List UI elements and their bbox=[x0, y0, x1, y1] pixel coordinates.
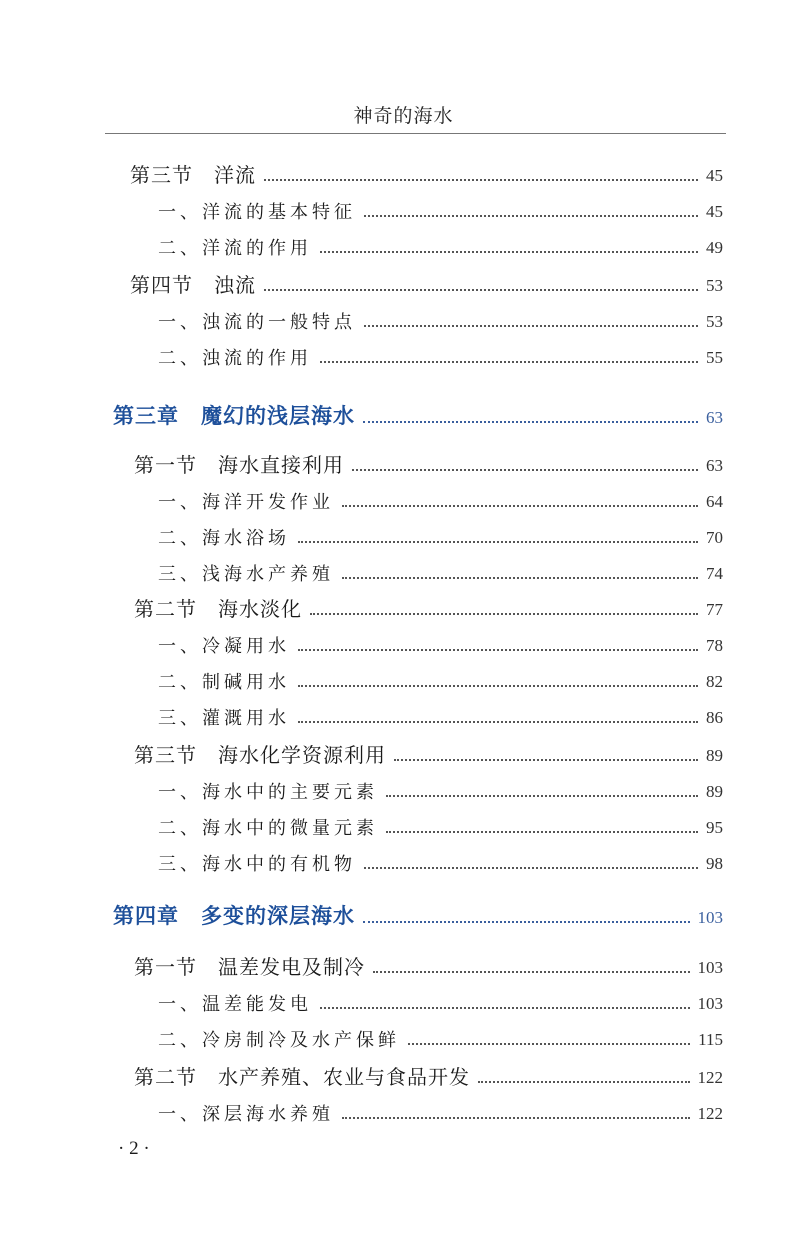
toc-entry-page-number: 55 bbox=[706, 348, 723, 367]
dot-leader bbox=[298, 649, 698, 651]
toc-entry-label: 二、海水中的微量元素 bbox=[158, 818, 378, 839]
toc-entry-item[interactable] bbox=[158, 230, 723, 260]
dot-leader bbox=[394, 759, 698, 761]
toc-entry-page-number: 89 bbox=[706, 746, 723, 765]
toc-entry-item[interactable] bbox=[158, 556, 723, 586]
dot-leader bbox=[364, 215, 698, 217]
toc-entry-page-number: 122 bbox=[697, 1104, 723, 1123]
toc-entry-item[interactable] bbox=[158, 304, 723, 334]
toc-entry-item[interactable] bbox=[158, 700, 723, 730]
toc-entry-item[interactable] bbox=[158, 664, 723, 694]
toc-entry-item[interactable] bbox=[158, 810, 723, 840]
toc-entry-section[interactable] bbox=[130, 268, 723, 298]
dot-leader bbox=[364, 325, 698, 327]
dot-leader bbox=[478, 1081, 690, 1083]
header-rule bbox=[105, 133, 726, 134]
toc-entry-item[interactable] bbox=[158, 774, 723, 804]
dot-leader bbox=[264, 289, 698, 291]
toc-entry-label: 一、温差能发电 bbox=[158, 994, 312, 1015]
dot-leader bbox=[298, 541, 698, 543]
dot-leader bbox=[342, 577, 698, 579]
toc-entry-label: 二、洋流的作用 bbox=[158, 238, 312, 259]
toc-entry-page-number: 103 bbox=[697, 958, 723, 977]
dot-leader bbox=[310, 613, 698, 615]
toc-entry-page-number: 53 bbox=[706, 312, 723, 331]
toc-entry-label: 第一节 温差发电及制冷 bbox=[134, 955, 365, 979]
toc-entry-item[interactable] bbox=[158, 1096, 723, 1126]
toc-entry-page-number: 45 bbox=[706, 166, 723, 185]
toc-entry-label: 二、制碱用水 bbox=[158, 672, 290, 693]
running-head-title: 神奇的海水 bbox=[353, 105, 454, 127]
toc-entry-label: 三、海水中的有机物 bbox=[158, 854, 356, 875]
page-folio: · 2 · bbox=[118, 1138, 150, 1159]
toc-entry-item[interactable] bbox=[158, 986, 723, 1016]
toc-entry-page-number: 78 bbox=[706, 636, 723, 655]
toc-entry-item[interactable] bbox=[158, 340, 723, 370]
dot-leader bbox=[363, 421, 698, 423]
toc-entry-label: 第二节 水产养殖、农业与食品开发 bbox=[134, 1065, 470, 1089]
toc-entry-label: 第三章 魔幻的浅层海水 bbox=[113, 404, 355, 428]
dot-leader bbox=[342, 505, 698, 507]
toc-entry-section[interactable] bbox=[130, 158, 723, 188]
dot-leader bbox=[373, 971, 690, 973]
toc-entry-item[interactable] bbox=[158, 1022, 723, 1052]
toc-entry-page-number: 98 bbox=[706, 854, 723, 873]
toc-entry-label: 三、灌溉用水 bbox=[158, 708, 290, 729]
toc-entry-page-number: 77 bbox=[706, 600, 723, 619]
dot-leader bbox=[364, 867, 698, 869]
toc-entry-page-number: 122 bbox=[697, 1068, 723, 1087]
toc-entry-label: 一、浊流的一般特点 bbox=[158, 312, 356, 333]
toc-entry-page-number: 103 bbox=[697, 994, 723, 1013]
toc-entry-chapter[interactable] bbox=[113, 900, 723, 930]
toc-entry-page-number: 86 bbox=[706, 708, 723, 727]
toc-entry-page-number: 70 bbox=[706, 528, 723, 547]
toc-entry-label: 第三节 洋流 bbox=[130, 163, 256, 187]
dot-leader bbox=[264, 179, 698, 181]
dot-leader bbox=[298, 721, 698, 723]
toc-entry-page-number: 103 bbox=[697, 908, 723, 927]
toc-entry-label: 第四节 浊流 bbox=[130, 273, 256, 297]
dot-leader bbox=[363, 921, 690, 923]
dot-leader bbox=[342, 1117, 690, 1119]
toc-entry-label: 第二节 海水淡化 bbox=[134, 597, 302, 621]
dot-leader bbox=[320, 361, 698, 363]
toc-entry-page-number: 49 bbox=[706, 238, 723, 257]
toc-entry-section[interactable] bbox=[134, 950, 723, 980]
toc-entry-page-number: 63 bbox=[706, 408, 723, 427]
toc-entry-page-number: 115 bbox=[698, 1030, 723, 1049]
dot-leader bbox=[320, 1007, 690, 1009]
toc-entry-item[interactable] bbox=[158, 628, 723, 658]
toc-entry-label: 二、冷房制冷及水产保鲜 bbox=[158, 1030, 400, 1051]
toc-entry-page-number: 95 bbox=[706, 818, 723, 837]
toc-entry-label: 二、海水浴场 bbox=[158, 528, 290, 549]
toc-entry-page-number: 63 bbox=[706, 456, 723, 475]
toc-entry-label: 第三节 海水化学资源利用 bbox=[134, 743, 386, 767]
toc-entry-label: 一、海水中的主要元素 bbox=[158, 782, 378, 803]
toc-entry-label: 一、洋流的基本特征 bbox=[158, 202, 356, 223]
toc-entry-item[interactable] bbox=[158, 846, 723, 876]
toc-entry-label: 一、冷凝用水 bbox=[158, 636, 290, 657]
toc-entry-page-number: 45 bbox=[706, 202, 723, 221]
dot-leader bbox=[298, 685, 698, 687]
toc-entry-section[interactable] bbox=[134, 592, 723, 622]
toc-entry-label: 二、浊流的作用 bbox=[158, 348, 312, 369]
toc-entry-item[interactable] bbox=[158, 484, 723, 514]
toc-entry-section[interactable] bbox=[134, 1060, 723, 1090]
toc-entry-item[interactable] bbox=[158, 520, 723, 550]
dot-leader bbox=[386, 795, 698, 797]
toc-entry-item[interactable] bbox=[158, 194, 723, 224]
toc-entry-label: 第四章 多变的深层海水 bbox=[113, 904, 355, 928]
dot-leader bbox=[386, 831, 698, 833]
toc-entry-page-number: 74 bbox=[706, 564, 723, 583]
toc-entry-section[interactable] bbox=[134, 738, 723, 768]
dot-leader bbox=[408, 1043, 690, 1045]
toc-entry-section[interactable] bbox=[134, 448, 723, 478]
toc-entry-page-number: 82 bbox=[706, 672, 723, 691]
toc-entry-page-number: 64 bbox=[706, 492, 723, 511]
toc-entry-page-number: 89 bbox=[706, 782, 723, 801]
toc-entry-chapter[interactable] bbox=[113, 400, 723, 430]
toc-entry-label: 三、浅海水产养殖 bbox=[158, 564, 334, 585]
toc-entry-page-number: 53 bbox=[706, 276, 723, 295]
toc-entry-label: 一、深层海水养殖 bbox=[158, 1104, 334, 1125]
toc-entry-label: 第一节 海水直接利用 bbox=[134, 453, 344, 477]
dot-leader bbox=[352, 469, 698, 471]
dot-leader bbox=[320, 251, 698, 253]
toc-entry-label: 一、海洋开发作业 bbox=[158, 492, 334, 513]
